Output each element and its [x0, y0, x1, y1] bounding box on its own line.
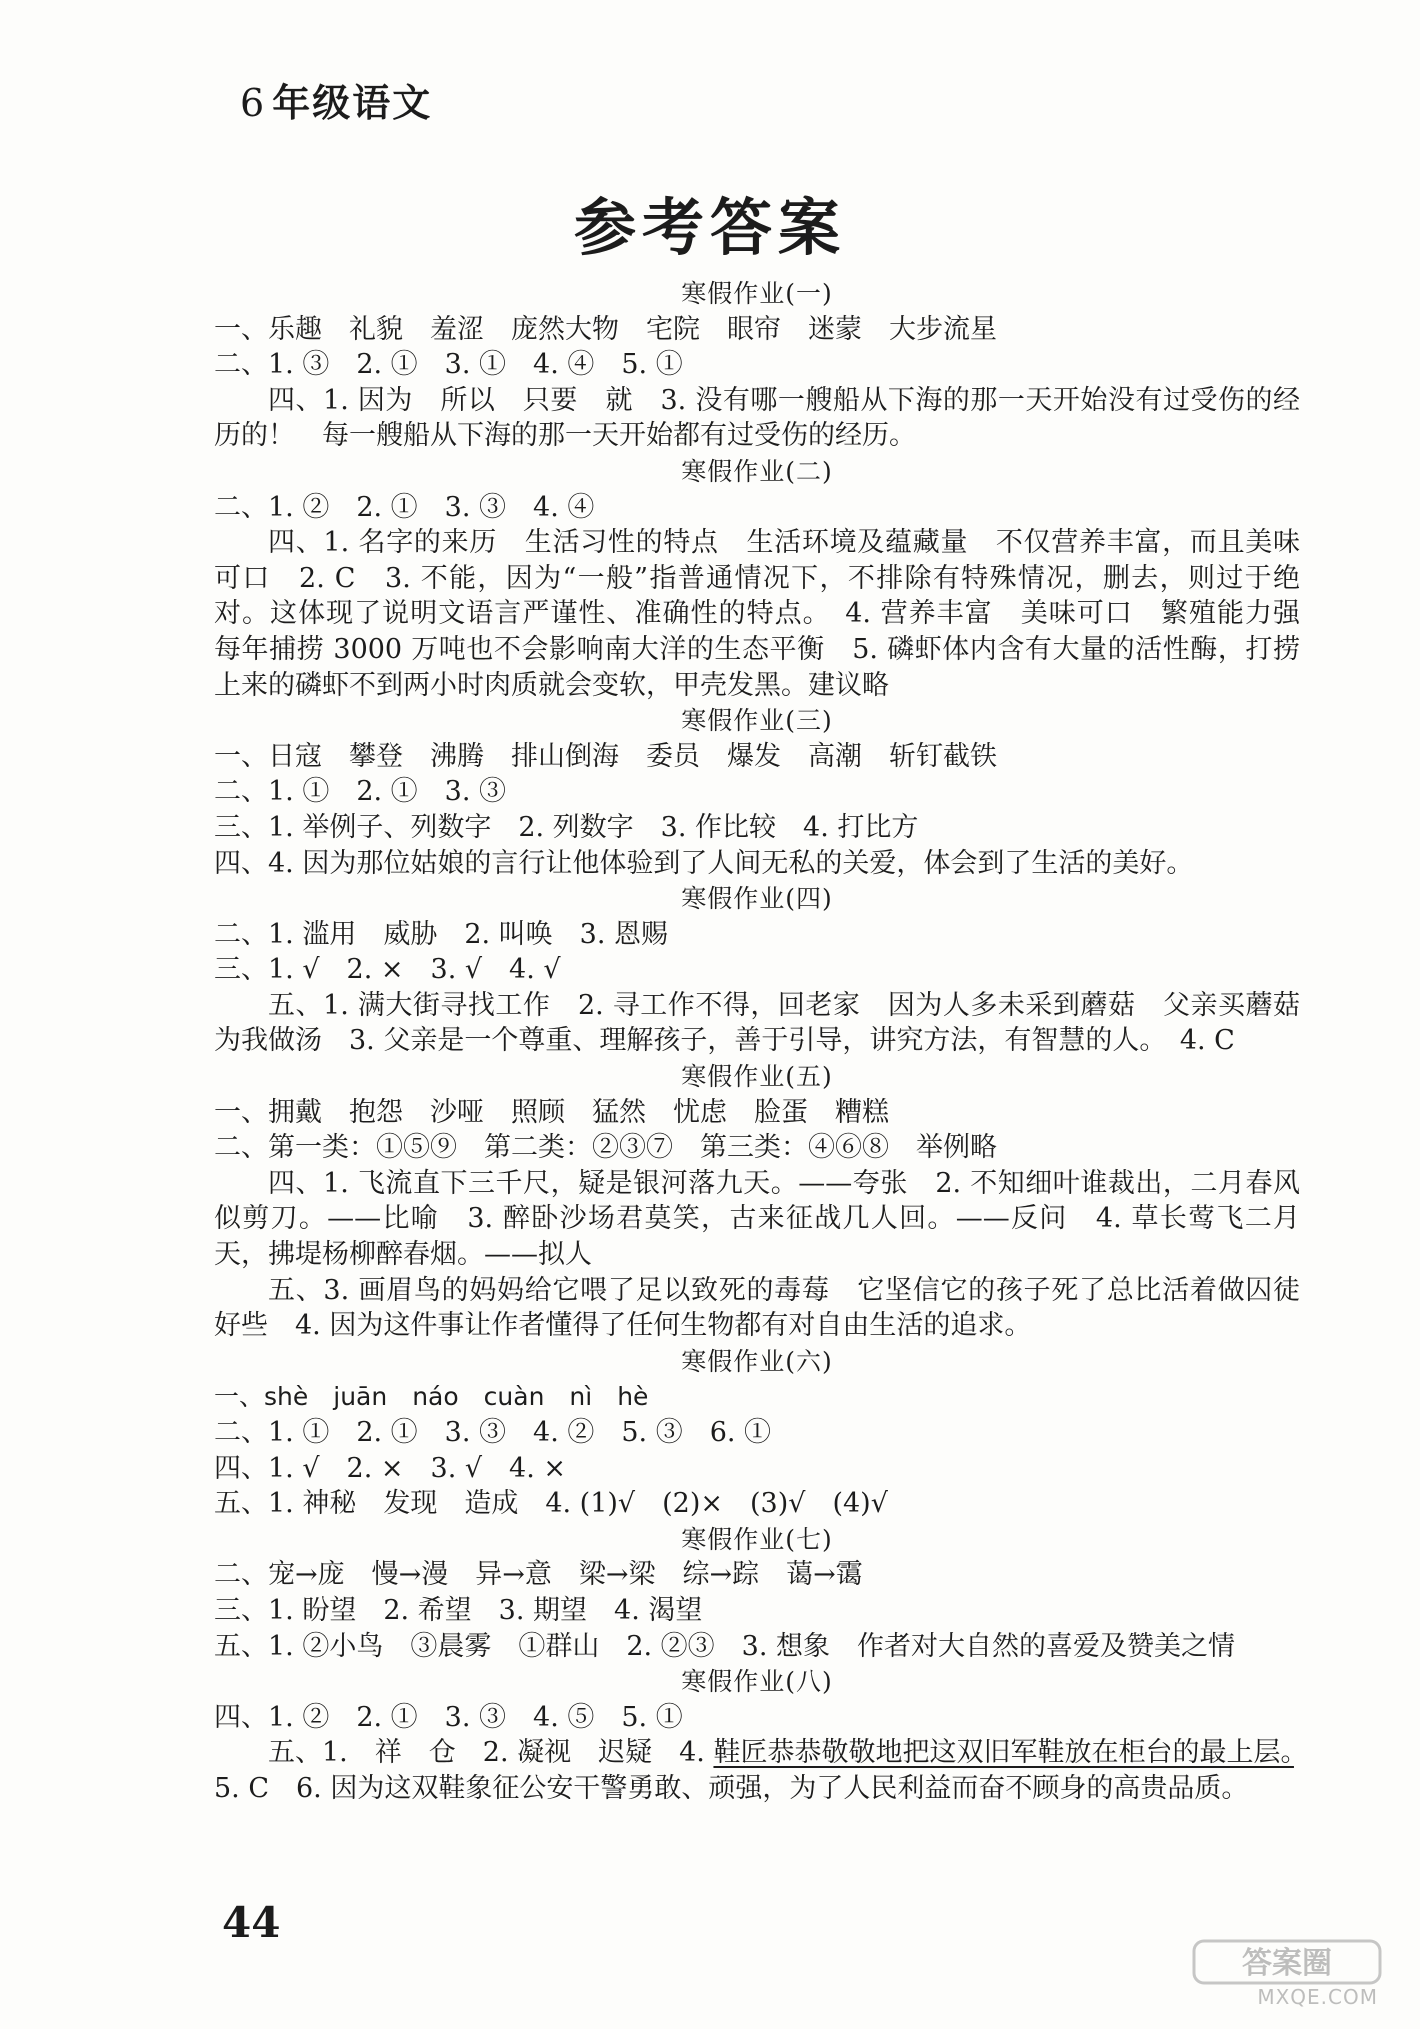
answer-line: 五、1. 神秘 发现 造成 4. (1)√ (2)× (3)√ (4)√: [214, 1488, 888, 1520]
underlined-answer: 鞋匠恭恭敬敬地把这双旧军鞋放在柜台的最上层。: [713, 1737, 1294, 1769]
page-number: 44: [222, 1898, 281, 1947]
section-title: 寒假作业(六): [681, 1346, 833, 1376]
answer-line: 三、1. √ 2. × 3. √ 4. √: [214, 954, 561, 986]
section-title: 寒假作业(八): [681, 1667, 833, 1697]
answer-line: 四、1. ② 2. ① 3. ③ 4. ⑤ 5. ①: [214, 1701, 683, 1733]
watermark-url: MXQE.COM: [1257, 1985, 1378, 2009]
answer-line: 二、1. ③ 2. ① 3. ① 4. ④ 5. ①: [214, 349, 683, 381]
answer-line: 二、宠→庞 慢→漫 异→意 梁→梁 综→踪 蔼→霭: [214, 1559, 863, 1591]
section-title: 寒假作业(二): [681, 456, 833, 486]
answer-paragraph: 四、1. 因为 所以 只要 就 3. 没有哪一艘船从下海的那一天开始没有过受伤的经历的！ 每一艘船从下海的那一天开始都有过受伤的经历。: [214, 384, 1300, 452]
answer-paragraph: 四、1. 名字的来历 生活习性的特点 生活环境及蕴藏量 不仅营养丰富，而且美味可口 2. C 3. 不能，因为“一般”指普通情况下，不排除有特殊情况，删去，则过于绝对。这体现了说明文语言严谨性、准确性的特点。 4. 营养丰富 美味可口 繁殖能力强 每年捕捞 3000 万吨也不会影响南大洋的生态平衡 5. 磷虾体内含有大量的活性酶，打捞上来的磷虾不到两小时肉质就会变软，甲壳发黑。建议略: [214, 527, 1327, 701]
answer-text: 五、1. 祥 仓 2. 凝视 迟疑 4.: [268, 1737, 714, 1769]
section-title: 寒假作业(七): [681, 1524, 833, 1554]
section-title: 寒假作业(三): [681, 706, 833, 736]
answer-line: 四、4. 因为那位姑娘的言行让他体验到了人间无私的关爱，体会到了生活的美好。: [214, 847, 1194, 879]
answer-line: 二、第一类：①⑤⑨ 第二类：②③⑦ 第三类：④⑥⑧ 举例略: [214, 1132, 997, 1164]
section-title: 寒假作业(一): [681, 279, 833, 308]
watermark-logo-icon: [1192, 1937, 1382, 1987]
answer-line: 二、1. ① 2. ① 3. ③: [214, 776, 507, 808]
page-title: 参考答案: [573, 191, 846, 264]
grade-subject: 年级语文: [272, 80, 433, 125]
answer-line: 四、1. √ 2. × 3. √ 4. ×: [214, 1452, 567, 1484]
section-title: 寒假作业(五): [681, 1062, 833, 1092]
answer-line: 二、1. 滥用 威胁 2. 叫唤 3. 恩赐: [214, 918, 669, 950]
page-header: [240, 72, 432, 127]
svg-text:答案圈: 答案圈: [1242, 1946, 1332, 1981]
answer-line: 一、拥戴 抱怨 沙哑 照顾 猛然 忧虑 脸蛋 糟糕: [214, 1096, 889, 1128]
section-title: 寒假作业(四): [681, 884, 833, 914]
answer-line: 五、1. ②小鸟 ③晨雾 ①群山 2. ②③ 3. 想象 作者对大自然的喜爱及赞美之情: [214, 1630, 1236, 1662]
watermark: [1192, 1937, 1382, 2009]
answer-line: 三、1. 盼望 2. 希望 3. 期望 4. 渴望: [214, 1594, 703, 1626]
answer-text: 5. C 6. 因为这双鞋象征公安干警勇敢、顽强，为了人民利益而奋不顾身的高贵品质。: [214, 1737, 1321, 1804]
answer-line: 一、乐趣 礼貌 羞涩 庞然大物 宅院 眼帘 迷蒙 大步流星: [214, 313, 997, 345]
answer-paragraph: 五、3. 画眉鸟的妈妈给它喂了足以致死的毒莓 它坚信它的孩子死了总比活着做囚徒好些 4. 因为这件事让作者懂得了任何生物都有对自由生活的追求。: [214, 1274, 1300, 1342]
pinyin-line: 一、shè juān náo cuàn nì hè: [214, 1382, 649, 1412]
answer-line: 一、日寇 攀登 沸腾 排山倒海 委员 爆发 高潮 斩钉截铁: [214, 740, 997, 772]
grade-number: 6: [240, 81, 267, 125]
answer-line: 三、1. 举例子、列数字 2. 列数字 3. 作比较 4. 打比方: [214, 811, 919, 843]
answer-paragraph: 五、1. 满大街寻找工作 2. 寻工作不得，回老家 因为人多未采到蘑菇 父亲买蘑菇为我做汤 3. 父亲是一个尊重、理解孩子，善于引导，讲究方法，有智慧的人。 4. C: [214, 989, 1300, 1057]
answer-line: 二、1. ① 2. ① 3. ③ 4. ② 5. ③ 6. ①: [214, 1417, 772, 1448]
answer-line: 二、1. ② 2. ① 3. ③ 4. ④: [214, 491, 595, 523]
answer-paragraph: [214, 1735, 1321, 1806]
answer-paragraph: 四、1. 飞流直下三千尺，疑是银河落九天。——夸张 2. 不知细叶谁裁出，二月春风似剪刀。——比喻 3. 醉卧沙场君莫笑，古来征战几人回。——反问 4. 草长莺飞二月天，拂堤杨柳醉春烟。——拟人: [214, 1167, 1300, 1271]
answer-content: [214, 276, 1327, 1807]
